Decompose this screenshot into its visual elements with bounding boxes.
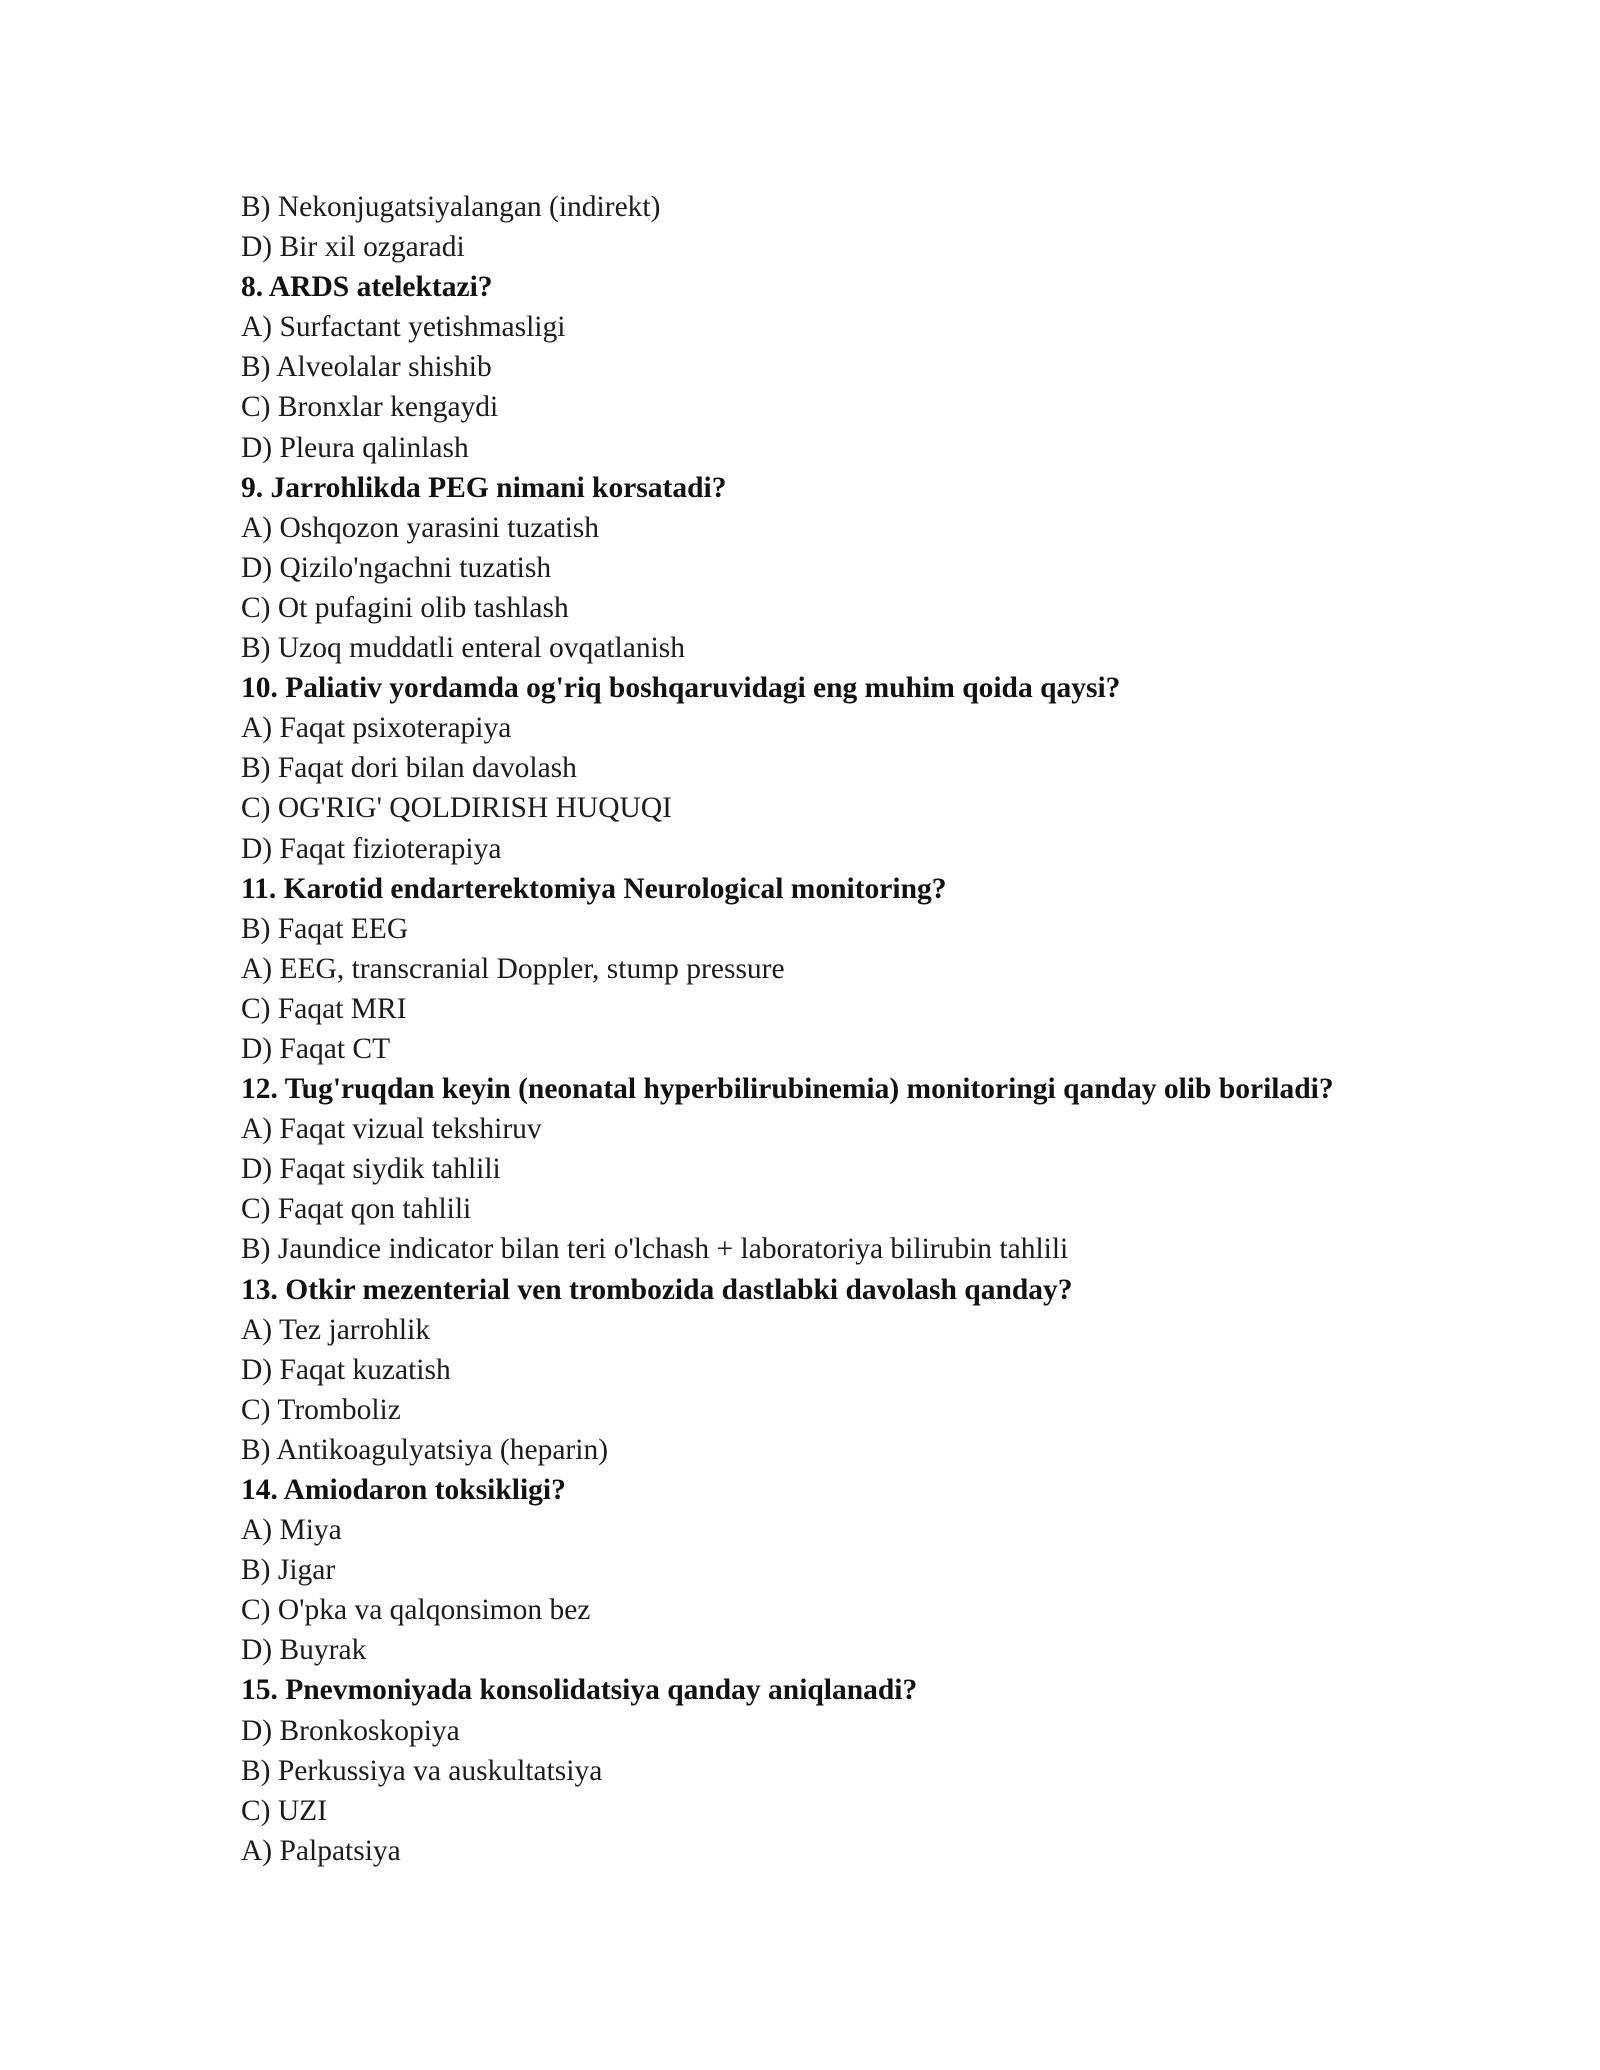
answer-option: C) OG'RIG' QOLDIRISH HUQUQI [241, 792, 672, 825]
question-heading: 15. Pnevmoniyada konsolidatsiya qanday aniqlanadi? [241, 1674, 918, 1707]
answer-option: B) Faqat EEG [241, 912, 409, 945]
answer-option: C) Tromboliz [241, 1393, 401, 1426]
answer-option: B) Jigar [241, 1554, 336, 1587]
answer-option: D) Bir xil ozgaradi [241, 231, 465, 264]
answer-option: C) Faqat qon tahlili [241, 1193, 472, 1226]
question-heading: 13. Otkir mezenterial ven trombozida dastlabki davolash qanday? [241, 1273, 1073, 1306]
answer-option: C) Ot pufagini olib tashlash [241, 591, 569, 624]
answer-option: B) Faqat dori bilan davolash [241, 752, 577, 785]
answer-option: A) Faqat psixoterapiya [241, 712, 512, 745]
answer-option: A) Surfactant yetishmasligi [241, 311, 566, 344]
answer-option: A) Oshqozon yarasini tuzatish [241, 511, 600, 544]
answer-option: C) UZI [241, 1794, 328, 1827]
answer-option: D) Bronkoskopiya [241, 1714, 460, 1747]
answer-option: D) Faqat CT [241, 1032, 391, 1065]
answer-option: B) Uzoq muddatli enteral ovqatlanish [241, 632, 686, 665]
answer-option: D) Pleura qalinlash [241, 431, 469, 464]
answer-option: D) Faqat fizioterapiya [241, 832, 502, 865]
answer-option: D) Faqat siydik tahlili [241, 1153, 501, 1186]
answer-option: A) Miya [241, 1514, 342, 1547]
question-heading: 12. Tug'ruqdan keyin (neonatal hyperbilirubinemia) monitoringi qanday olib boriladi? [241, 1073, 1334, 1106]
answer-option: B) Perkussiya va auskultatsiya [241, 1754, 603, 1787]
answer-option: A) Faqat vizual tekshiruv [241, 1113, 542, 1146]
answer-option: A) Palpatsiya [241, 1834, 401, 1867]
answer-option: C) Faqat MRI [241, 992, 407, 1025]
question-heading: 11. Karotid endarterektomiya Neurological monitoring? [241, 872, 947, 905]
answer-option: A) EEG, transcranial Doppler, stump pressure [241, 952, 785, 985]
answer-option: B) Nekonjugatsiyalangan (indirekt) [241, 191, 661, 223]
answer-option: A) Tez jarrohlik [241, 1313, 431, 1346]
quiz-text-block [241, 187, 1501, 1871]
answer-option: B) Alveolalar shishib [241, 351, 492, 384]
answer-option: D) Qizilo'ngachni tuzatish [241, 551, 552, 584]
question-heading: 9. Jarrohlikda PEG nimani korsatadi? [241, 471, 727, 504]
answer-option: D) Buyrak [241, 1634, 367, 1667]
answer-option: B) Antikoagulyatsiya (heparin) [241, 1433, 609, 1466]
question-heading: 14. Amiodaron toksikligi? [241, 1474, 566, 1506]
answer-option: D) Faqat kuzatish [241, 1353, 451, 1386]
question-heading: 10. Paliativ yordamda og'riq boshqaruvidagi eng muhim qoida qaysi? [241, 672, 1121, 705]
answer-option: B) Jaundice indicator bilan teri o'lchash + laboratoriya bilirubin tahlili [241, 1233, 1069, 1266]
answer-option: C) O'pka va qalqonsimon bez [241, 1594, 591, 1627]
question-heading: 8. ARDS atelektazi? [241, 271, 493, 304]
answer-option: C) Bronxlar kengaydi [241, 391, 499, 424]
